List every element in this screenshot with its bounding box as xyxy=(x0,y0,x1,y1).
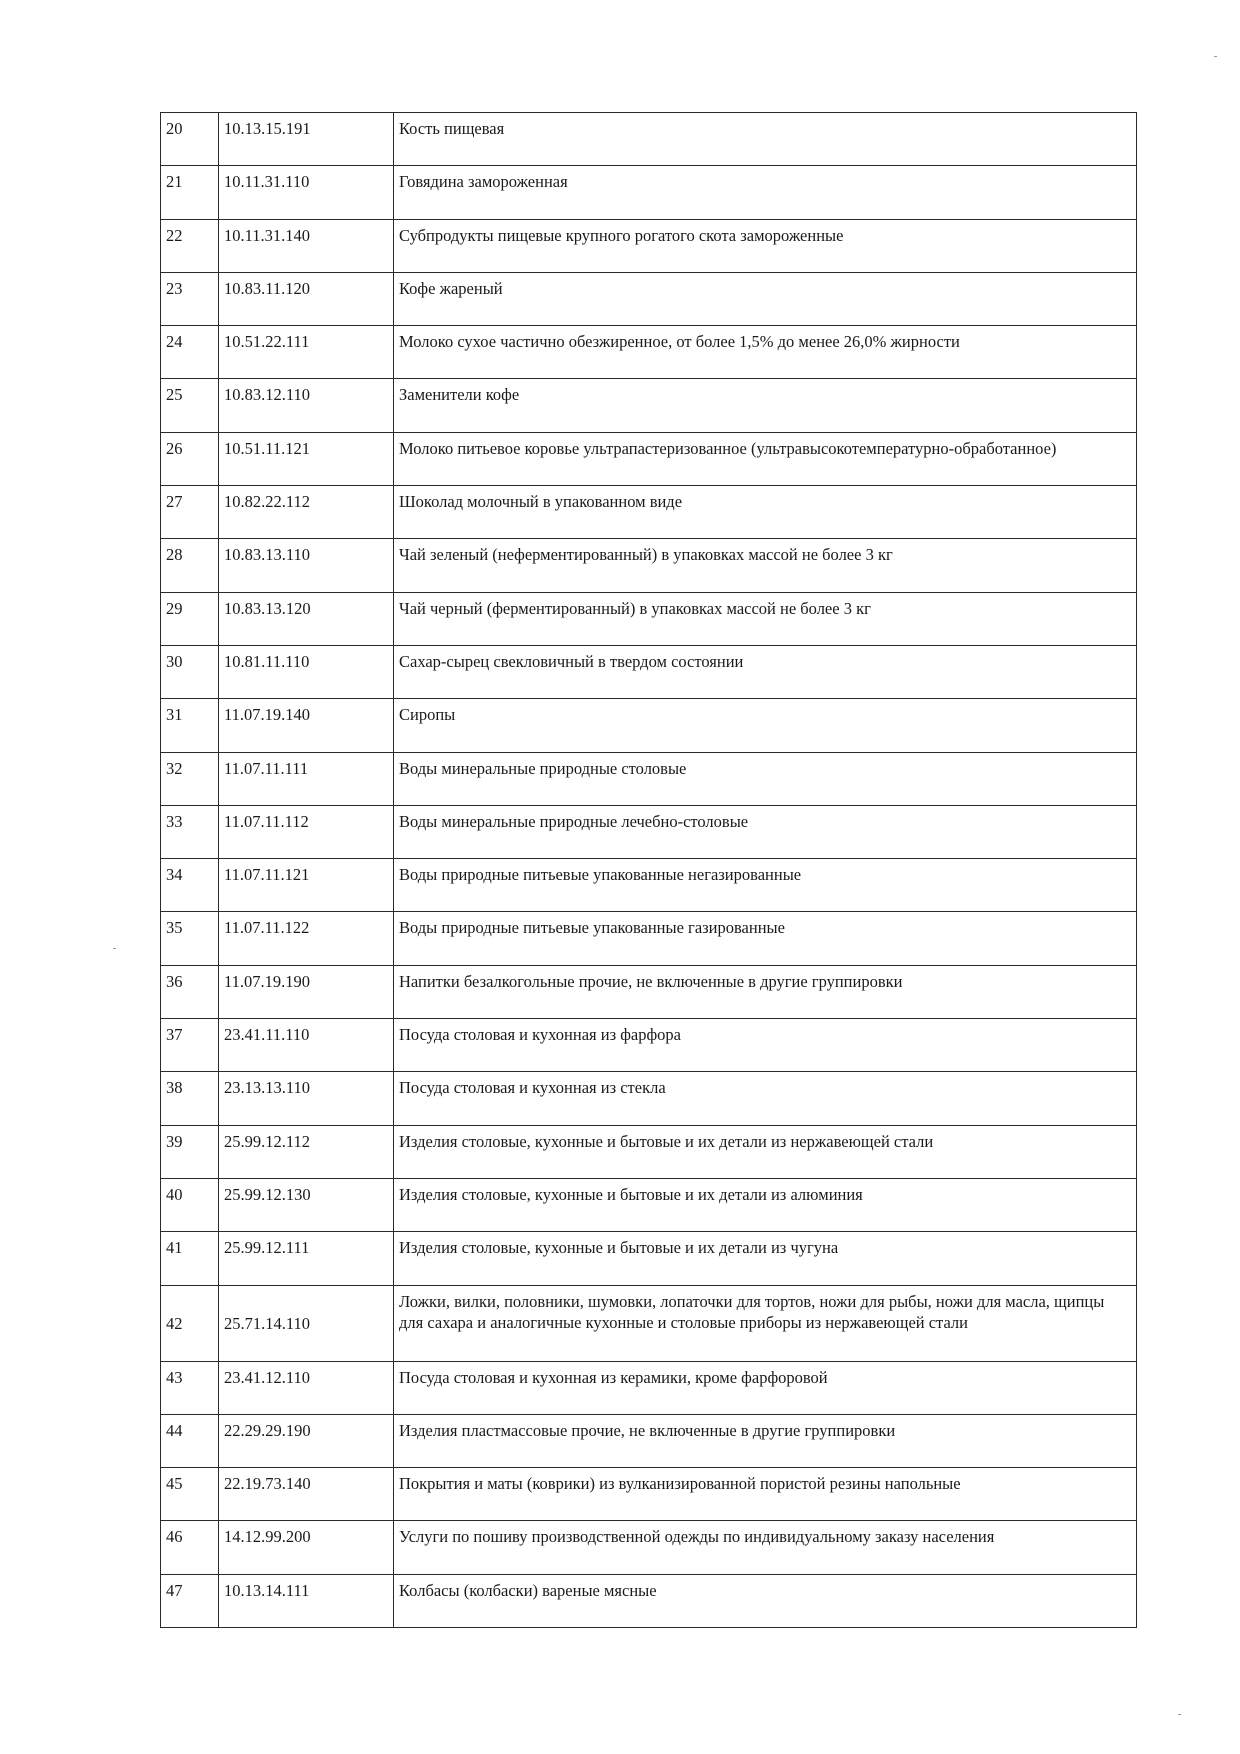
okpd-code-cell: 11.07.11.121 xyxy=(219,859,394,912)
table-row xyxy=(161,1072,1137,1125)
okpd-code-cell: 11.07.19.140 xyxy=(219,699,394,752)
okpd-code-cell: 10.81.11.110 xyxy=(219,645,394,698)
product-name-cell: Воды минеральные природные лечебно-столовые xyxy=(394,805,1137,858)
product-name-cell: Изделия столовые, кухонные и бытовые и их детали из нержавеющей стали xyxy=(394,1125,1137,1178)
okpd-code-cell: 14.12.99.200 xyxy=(219,1521,394,1574)
row-number-cell: 36 xyxy=(161,965,219,1018)
product-name-cell: Покрытия и маты (коврики) из вулканизированной пористой резины напольные xyxy=(394,1468,1137,1521)
table-row xyxy=(161,539,1137,592)
row-number-cell: 46 xyxy=(161,1521,219,1574)
table-row xyxy=(161,805,1137,858)
row-number-cell: 40 xyxy=(161,1178,219,1231)
table-row xyxy=(161,326,1137,379)
row-number-cell: 27 xyxy=(161,486,219,539)
row-number-cell: 30 xyxy=(161,645,219,698)
okpd-code-cell: 25.99.12.112 xyxy=(219,1125,394,1178)
row-number-cell: 38 xyxy=(161,1072,219,1125)
product-name-cell: Кофе жареный xyxy=(394,272,1137,325)
product-name-cell: Изделия пластмассовые прочие, не включенные в другие группировки xyxy=(394,1414,1137,1467)
product-name-cell: Кость пищевая xyxy=(394,113,1137,166)
row-number-cell: 47 xyxy=(161,1574,219,1627)
scan-speck xyxy=(1214,56,1217,57)
product-name-cell: Заменители кофе xyxy=(394,379,1137,432)
table-row xyxy=(161,1521,1137,1574)
row-number-cell: 37 xyxy=(161,1019,219,1072)
row-number-cell: 32 xyxy=(161,752,219,805)
table-row xyxy=(161,752,1137,805)
row-number-cell: 26 xyxy=(161,432,219,485)
table-row xyxy=(161,592,1137,645)
table-row xyxy=(161,219,1137,272)
table-row xyxy=(161,699,1137,752)
table-row xyxy=(161,1285,1137,1361)
product-name-cell: Посуда столовая и кухонная из фарфора xyxy=(394,1019,1137,1072)
table-row xyxy=(161,1232,1137,1285)
row-number-cell: 43 xyxy=(161,1361,219,1414)
product-name-cell: Субпродукты пищевые крупного рогатого скота замороженные xyxy=(394,219,1137,272)
okpd-code-cell: 11.07.11.112 xyxy=(219,805,394,858)
row-number-cell: 29 xyxy=(161,592,219,645)
row-number-cell: 45 xyxy=(161,1468,219,1521)
row-number-cell: 24 xyxy=(161,326,219,379)
row-number-cell: 28 xyxy=(161,539,219,592)
okpd-code-cell: 23.41.11.110 xyxy=(219,1019,394,1072)
row-number-cell: 42 xyxy=(161,1285,219,1361)
okpd-code-cell: 23.13.13.110 xyxy=(219,1072,394,1125)
table-row xyxy=(161,166,1137,219)
table-row xyxy=(161,859,1137,912)
products-table-body xyxy=(161,113,1137,1628)
table-row xyxy=(161,432,1137,485)
okpd-code-cell: 10.11.31.140 xyxy=(219,219,394,272)
product-name-cell: Посуда столовая и кухонная из стекла xyxy=(394,1072,1137,1125)
okpd-code-cell: 11.07.11.122 xyxy=(219,912,394,965)
okpd-code-cell: 10.13.15.191 xyxy=(219,113,394,166)
table-row xyxy=(161,912,1137,965)
product-name-cell: Шоколад молочный в упакованном виде xyxy=(394,486,1137,539)
product-name-cell: Ложки, вилки, половники, шумовки, лопаточки для тортов, ножи для рыбы, ножи для масла, щипцы для сахара и аналогичные кухонные и столовые приборы из нержавеющей стали xyxy=(394,1285,1137,1361)
table-row xyxy=(161,486,1137,539)
table-row xyxy=(161,1574,1137,1627)
okpd-code-cell: 22.29.29.190 xyxy=(219,1414,394,1467)
product-name-cell: Воды природные питьевые упакованные негазированные xyxy=(394,859,1137,912)
okpd-code-cell: 22.19.73.140 xyxy=(219,1468,394,1521)
product-name-cell: Изделия столовые, кухонные и бытовые и их детали из чугуна xyxy=(394,1232,1137,1285)
okpd-code-cell: 25.99.12.111 xyxy=(219,1232,394,1285)
table-row xyxy=(161,113,1137,166)
row-number-cell: 34 xyxy=(161,859,219,912)
okpd-code-cell: 10.11.31.110 xyxy=(219,166,394,219)
row-number-cell: 44 xyxy=(161,1414,219,1467)
product-name-cell: Чай черный (ферментированный) в упаковках массой не более 3 кг xyxy=(394,592,1137,645)
okpd-code-cell: 25.71.14.110 xyxy=(219,1285,394,1361)
product-name-cell: Услуги по пошиву производственной одежды по индивидуальному заказу населения xyxy=(394,1521,1137,1574)
row-number-cell: 20 xyxy=(161,113,219,166)
okpd-code-cell: 10.83.12.110 xyxy=(219,379,394,432)
row-number-cell: 39 xyxy=(161,1125,219,1178)
product-name-cell: Молоко питьевое коровье ультрапастеризованное (ультравысокотемпературно-обработанное) xyxy=(394,432,1137,485)
product-name-cell: Воды минеральные природные столовые xyxy=(394,752,1137,805)
table-row xyxy=(161,1361,1137,1414)
product-name-cell: Сахар-сырец свекловичный в твердом состоянии xyxy=(394,645,1137,698)
scan-speck xyxy=(113,948,116,949)
okpd-code-cell: 25.99.12.130 xyxy=(219,1178,394,1231)
okpd-code-cell: 11.07.19.190 xyxy=(219,965,394,1018)
row-number-cell: 31 xyxy=(161,699,219,752)
table-row xyxy=(161,1019,1137,1072)
table-row xyxy=(161,645,1137,698)
row-number-cell: 23 xyxy=(161,272,219,325)
okpd-code-cell: 10.83.11.120 xyxy=(219,272,394,325)
okpd-code-cell: 11.07.11.111 xyxy=(219,752,394,805)
table-row xyxy=(161,1468,1137,1521)
product-name-cell: Воды природные питьевые упакованные газированные xyxy=(394,912,1137,965)
table-row xyxy=(161,1125,1137,1178)
product-name-cell: Сиропы xyxy=(394,699,1137,752)
row-number-cell: 21 xyxy=(161,166,219,219)
okpd-code-cell: 10.83.13.120 xyxy=(219,592,394,645)
row-number-cell: 41 xyxy=(161,1232,219,1285)
okpd-code-cell: 10.13.14.111 xyxy=(219,1574,394,1627)
okpd-code-cell: 10.82.22.112 xyxy=(219,486,394,539)
table-row xyxy=(161,1414,1137,1467)
product-name-cell: Говядина замороженная xyxy=(394,166,1137,219)
row-number-cell: 22 xyxy=(161,219,219,272)
table-row xyxy=(161,965,1137,1018)
scan-speck xyxy=(1178,1714,1181,1715)
product-name-cell: Посуда столовая и кухонная из керамики, кроме фарфоровой xyxy=(394,1361,1137,1414)
table-row xyxy=(161,272,1137,325)
product-name-cell: Колбасы (колбаски) вареные мясные xyxy=(394,1574,1137,1627)
product-name-cell: Изделия столовые, кухонные и бытовые и их детали из алюминия xyxy=(394,1178,1137,1231)
product-name-cell: Напитки безалкогольные прочие, не включенные в другие группировки xyxy=(394,965,1137,1018)
product-name-cell: Чай зеленый (неферментированный) в упаковках массой не более 3 кг xyxy=(394,539,1137,592)
okpd-code-cell: 10.83.13.110 xyxy=(219,539,394,592)
okpd-code-cell: 10.51.22.111 xyxy=(219,326,394,379)
row-number-cell: 33 xyxy=(161,805,219,858)
okpd-code-cell: 23.41.12.110 xyxy=(219,1361,394,1414)
row-number-cell: 25 xyxy=(161,379,219,432)
products-table xyxy=(160,112,1137,1628)
row-number-cell: 35 xyxy=(161,912,219,965)
product-name-cell: Молоко сухое частично обезжиренное, от более 1,5% до менее 26,0% жирности xyxy=(394,326,1137,379)
table-row xyxy=(161,1178,1137,1231)
table-row xyxy=(161,379,1137,432)
okpd-code-cell: 10.51.11.121 xyxy=(219,432,394,485)
